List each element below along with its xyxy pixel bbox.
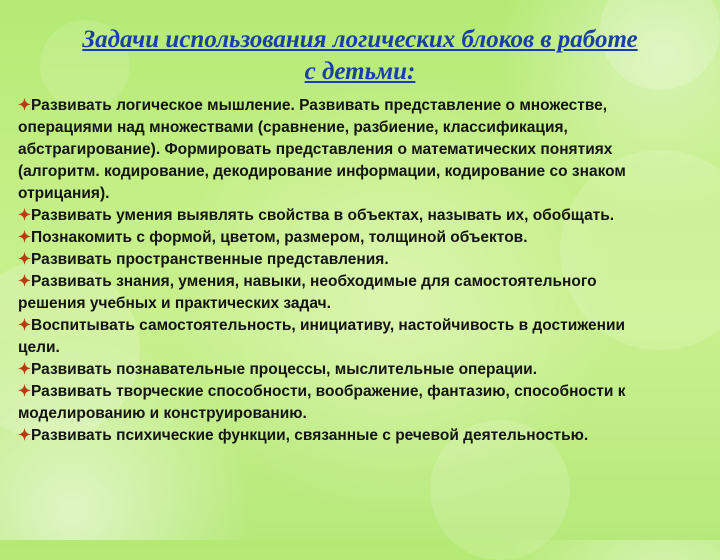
list-item-text: Развивать логическое мышление. Развивать представление о множестве, операциями над множествами (сравнение, разбиение, классификация, абстрагирование). Формировать представления о математических понятиях (алгоритм. кодирование, декодирование информации, кодирование со знаком отрицания). bbox=[18, 97, 626, 202]
list-item-text: Воспитывать самостоятельность, инициативу, настойчивость в достижении цели. bbox=[18, 317, 626, 356]
star-bullet-icon: ✦ bbox=[18, 383, 31, 400]
star-bullet-icon: ✦ bbox=[18, 251, 31, 268]
list-item bbox=[18, 227, 658, 249]
star-bullet-icon: ✦ bbox=[18, 229, 31, 246]
slide-title-line1: Задачи использования логических блоков в работе bbox=[82, 26, 638, 53]
star-bullet-icon: ✦ bbox=[18, 207, 31, 224]
list-item-text: Развивать пространственные представления. bbox=[31, 251, 389, 268]
list-item-text: Развивать психические функции, связанные с речевой деятельностью. bbox=[31, 427, 589, 444]
list-item-text: Развивать творческие способности, воображение, фантазию, способности к моделированию и конструированию. bbox=[18, 383, 626, 422]
star-bullet-icon: ✦ bbox=[18, 97, 31, 114]
list-item bbox=[18, 95, 658, 205]
list-item-text: Развивать знания, умения, навыки, необходимые для самостоятельного решения учебных и практических задач. bbox=[18, 273, 597, 312]
list-item bbox=[18, 205, 658, 227]
list-item bbox=[18, 271, 658, 315]
task-list bbox=[18, 95, 658, 447]
slide-title-line2: с детьми: bbox=[304, 58, 416, 85]
list-item bbox=[18, 425, 658, 447]
list-item bbox=[18, 359, 658, 381]
list-item bbox=[18, 249, 658, 271]
list-item-text: Познакомить с формой, цветом, размером, толщиной объектов. bbox=[31, 229, 528, 246]
list-item-text: Развивать умения выявлять свойства в объектах, называть их, обобщать. bbox=[31, 207, 615, 224]
list-item-text: Развивать познавательные процессы, мыслительные операции. bbox=[31, 361, 538, 378]
star-bullet-icon: ✦ bbox=[18, 427, 31, 444]
star-bullet-icon: ✦ bbox=[18, 273, 31, 290]
list-item bbox=[18, 315, 658, 359]
star-bullet-icon: ✦ bbox=[18, 317, 31, 334]
slide-title bbox=[40, 24, 680, 88]
list-item bbox=[18, 381, 658, 425]
star-bullet-icon: ✦ bbox=[18, 361, 31, 378]
